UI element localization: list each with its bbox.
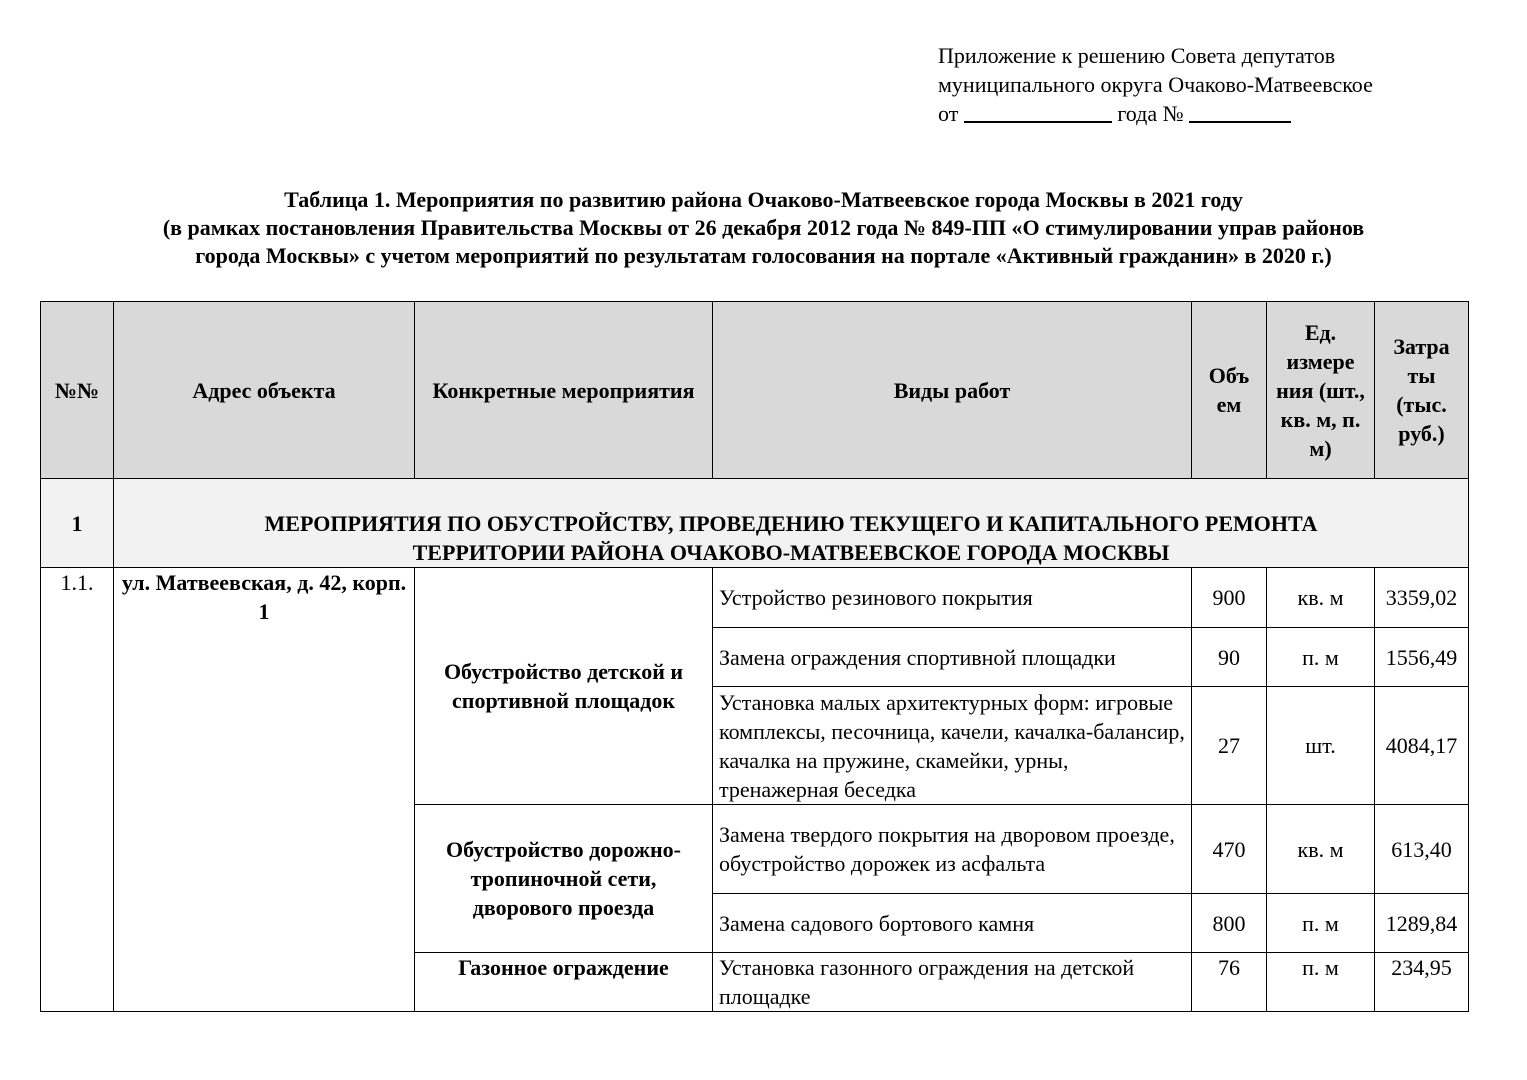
- header-unit: Ед. измере ния (шт., кв. м, п. м): [1267, 302, 1375, 479]
- table-header-row: [41, 302, 1469, 479]
- unit-cell: кв. м: [1267, 805, 1375, 894]
- title-line-3: города Москвы» с учетом мероприятий по результатам голосования на портале «Активный гражданин» в 2020 г.): [195, 243, 1332, 268]
- title-line-2: (в рамках постановления Правительства Москвы от 26 декабря 2012 года № 849-ПП «О стимулировании управ районов: [162, 215, 1365, 240]
- volume-cell: 470: [1192, 805, 1267, 894]
- work-cell: Установка газонного ограждения на детской площадке: [713, 953, 1192, 1012]
- appendix-line-2: муниципального округа Очаково-Матвеевское: [938, 72, 1373, 97]
- measures-table: [40, 301, 1469, 1012]
- work-cell: [713, 805, 1192, 894]
- section-title-line-2: ТЕРРИТОРИИ РАЙОНА ОЧАКОВО-МАТВЕЕВСКОЕ ГОРОДА МОСКВЫ: [412, 540, 1170, 565]
- cost-cell: 1289,84: [1375, 894, 1469, 953]
- cost-cell: 4084,17: [1375, 687, 1469, 805]
- number-blank: [1189, 101, 1291, 123]
- work-line: обустройство дорожек из асфальта: [719, 851, 1046, 876]
- cost-cell: 613,40: [1375, 805, 1469, 894]
- work-cell: Замена садового бортового камня: [713, 894, 1192, 953]
- header-volume: Объ ем: [1192, 302, 1267, 479]
- header-cost: Затра ты (тыс. руб.): [1375, 302, 1469, 479]
- appendix-from-label: от: [938, 101, 959, 126]
- volume-cell: 90: [1192, 628, 1267, 687]
- header-measures: Конкретные мероприятия: [415, 302, 713, 479]
- document-title: [40, 186, 1487, 270]
- section-row: [41, 479, 1469, 568]
- volume-cell: 800: [1192, 894, 1267, 953]
- cost-cell: 1556,49: [1375, 628, 1469, 687]
- work-cell: Устройство резинового покрытия: [713, 568, 1192, 628]
- volume-cell: 900: [1192, 568, 1267, 628]
- appendix-line-1: Приложение к решению Совета депутатов: [938, 43, 1336, 68]
- measure-paths: Обустройство дорожно-тропиночной сети, дворового проезда: [415, 805, 713, 953]
- work-cell: Установка малых архитектурных форм: игровые комплексы, песочница, качели, качалка-балансир, качалка на пружине, скамейки, урны, тренажерная беседка: [713, 687, 1192, 805]
- unit-cell: шт.: [1267, 687, 1375, 805]
- measure-lawn-fence: Газонное ограждение: [415, 953, 713, 1012]
- measure-playground: Обустройство детской и спортивной площадок: [415, 568, 713, 805]
- volume-cell: 76: [1192, 953, 1267, 1012]
- work-line: Замена твердого покрытия на дворовом проезде,: [719, 822, 1175, 847]
- section-num: 1: [41, 479, 114, 568]
- section-title: [114, 479, 1469, 568]
- header-works: Виды работ: [713, 302, 1192, 479]
- header-num: №№: [41, 302, 114, 479]
- work-cell: Замена ограждения спортивной площадки: [713, 628, 1192, 687]
- date-blank: [964, 101, 1112, 123]
- unit-cell: кв. м: [1267, 568, 1375, 628]
- cost-cell: 3359,02: [1375, 568, 1469, 628]
- appendix-year-label: года №: [1117, 101, 1184, 126]
- item-address: ул. Матвеевская, д. 42, корп. 1: [114, 568, 415, 1012]
- volume-cell: 27: [1192, 687, 1267, 805]
- item-num: 1.1.: [41, 568, 114, 1012]
- unit-cell: п. м: [1267, 628, 1375, 687]
- cost-cell: 234,95: [1375, 953, 1469, 1012]
- unit-cell: п. м: [1267, 953, 1375, 1012]
- section-title-line-1: МЕРОПРИЯТИЯ ПО ОБУСТРОЙСТВУ, ПРОВЕДЕНИЮ ТЕКУЩЕГО И КАПИТАЛЬНОГО РЕМОНТА: [264, 511, 1318, 536]
- unit-cell: п. м: [1267, 894, 1375, 953]
- appendix-block: [938, 41, 1373, 128]
- header-address: Адрес объекта: [114, 302, 415, 479]
- appendix-line-3: [938, 99, 1373, 128]
- title-line-1: Таблица 1. Мероприятия по развитию района Очаково-Матвеевское города Москвы в 2021 году: [284, 187, 1243, 212]
- table-row: [41, 568, 1469, 628]
